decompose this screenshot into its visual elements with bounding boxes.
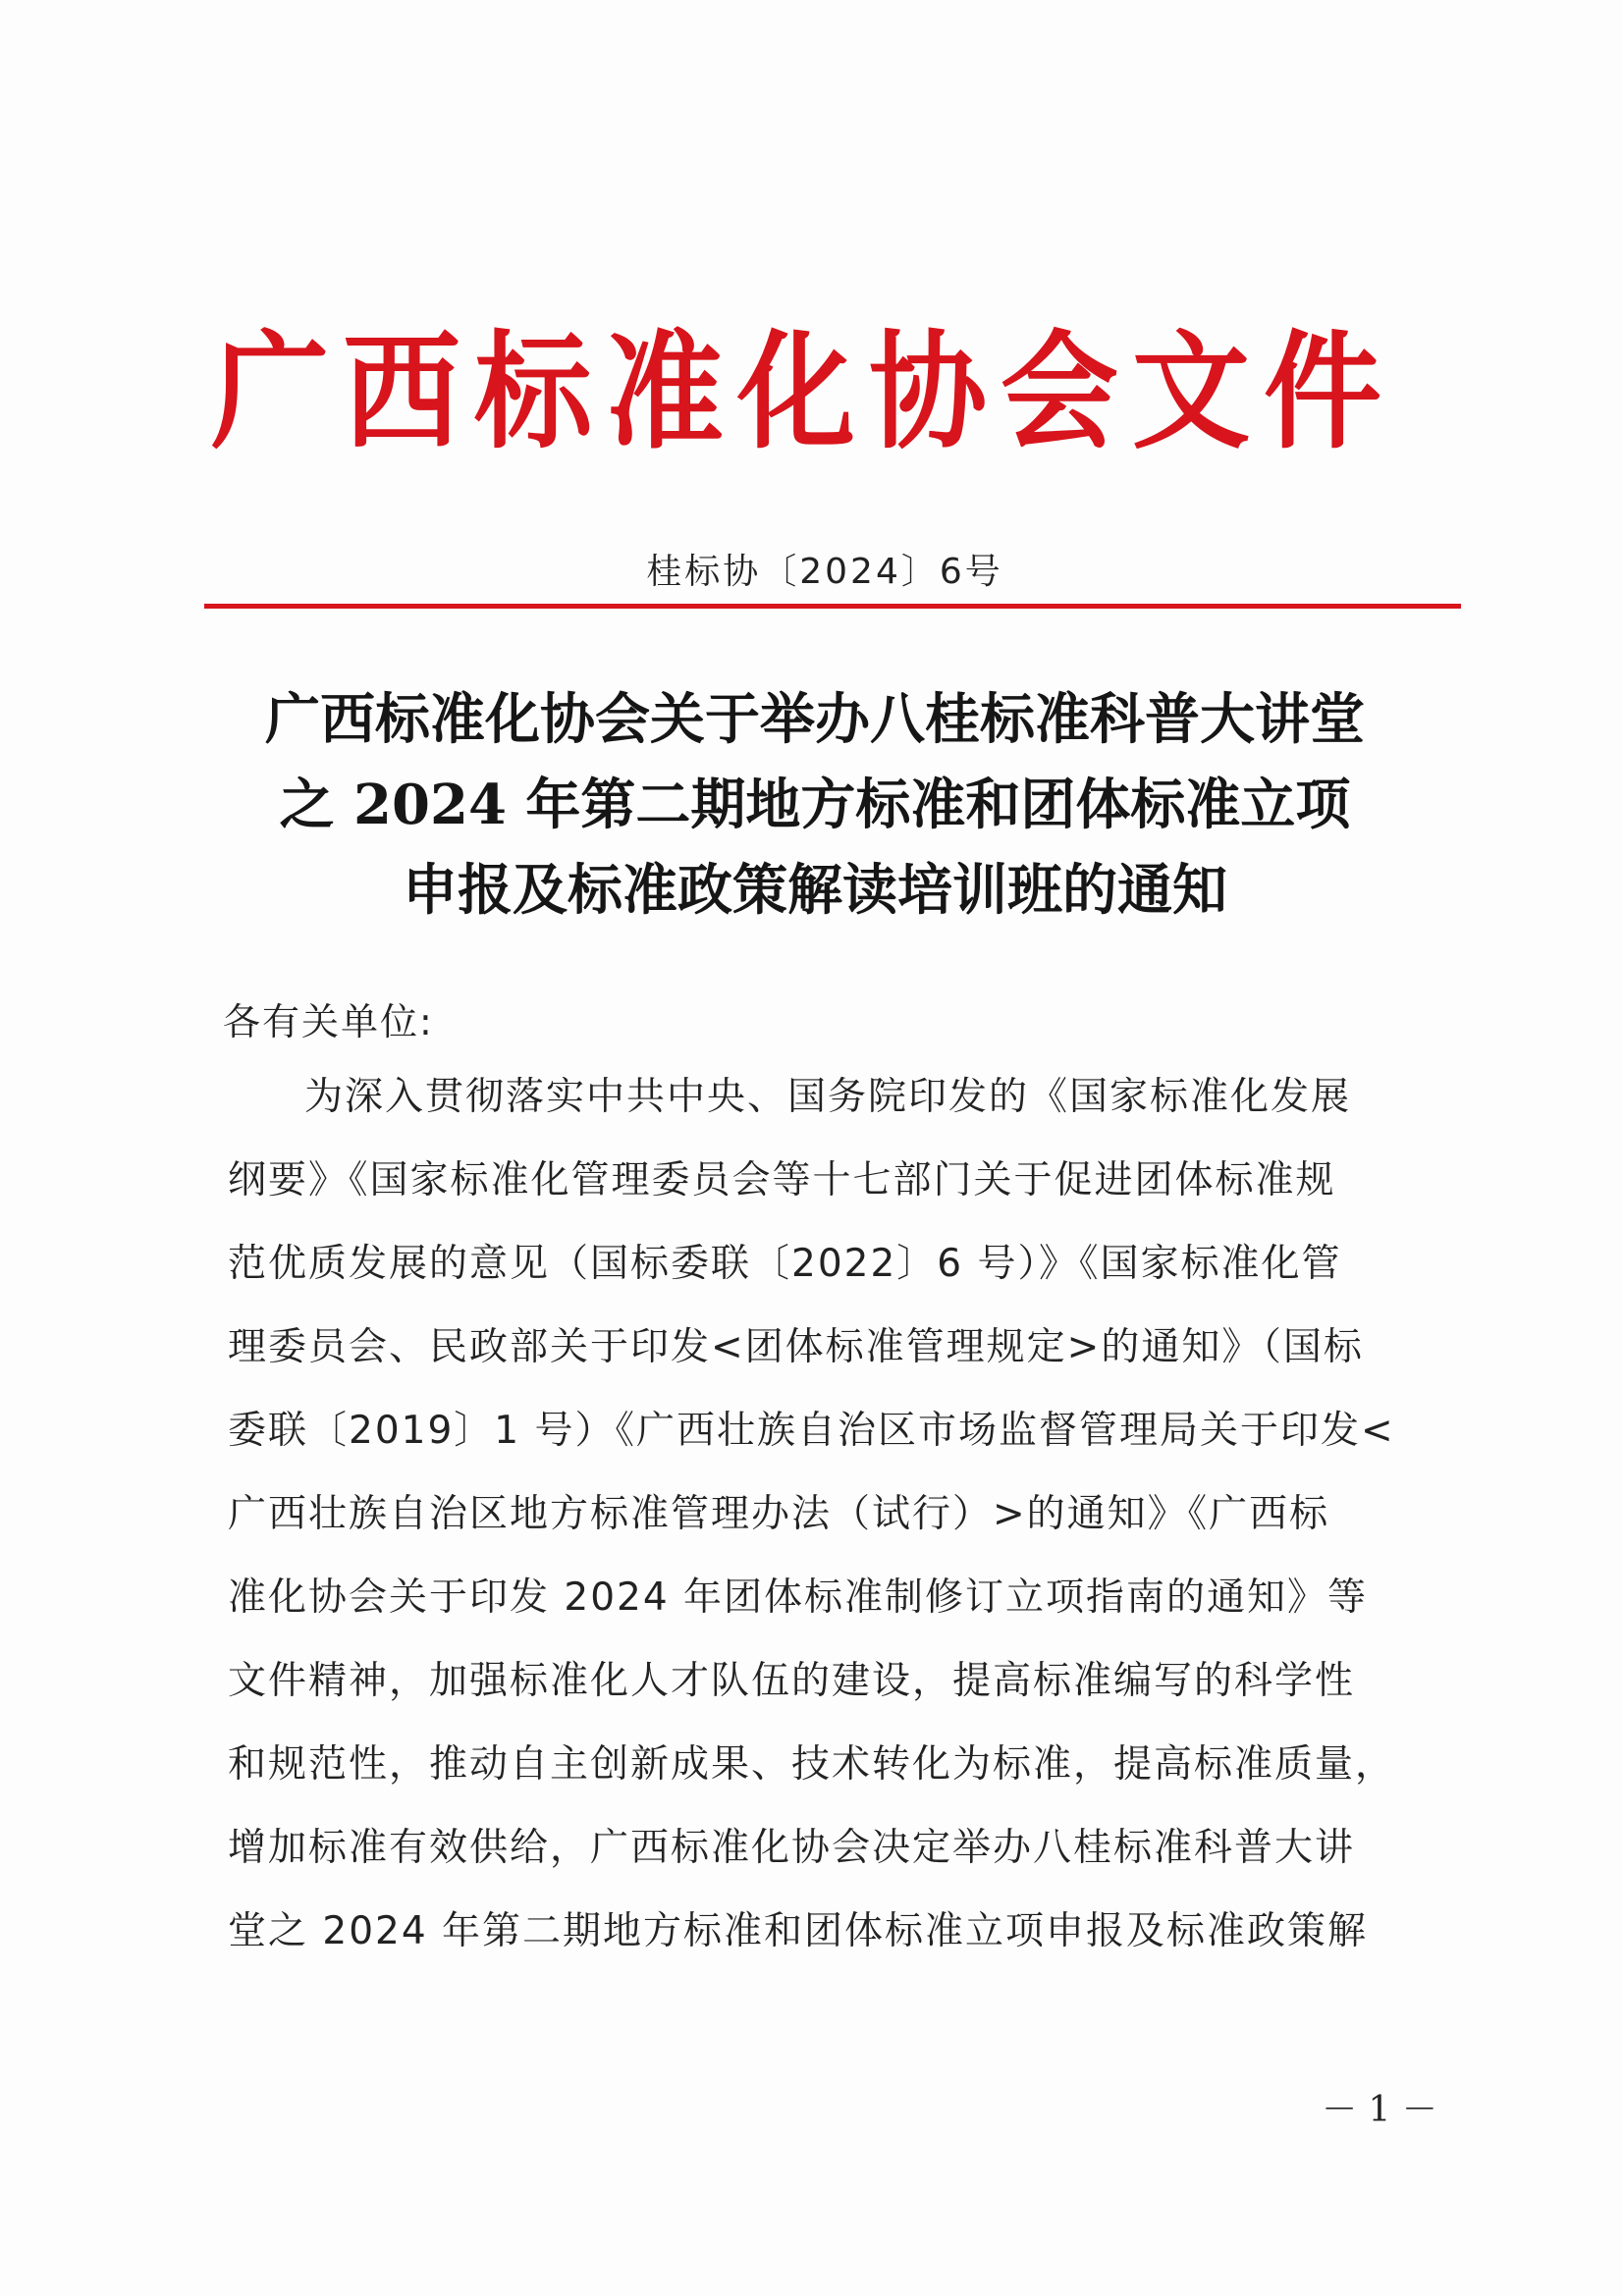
body-line: 文件精神，加强标准化人才队伍的建设，提高标准编写的科学性 <box>228 1659 1356 1703</box>
body-line: 堂之 2024 年第二期地方标准和团体标准立项申报及标准政策解 <box>228 1909 1369 1953</box>
body-line: 增加标准有效供给，广西标准化协会决定举办八桂标准科普大讲 <box>228 1826 1356 1870</box>
org-masthead-title: 广西标准化协会文件 <box>211 317 1395 467</box>
notice-title-line: 广西标准化协会关于举办八桂标准科普大讲堂 <box>265 687 1365 752</box>
notice-body <box>228 1055 1426 1973</box>
red-divider-line <box>204 604 1461 609</box>
body-line: 委联〔2019〕1 号）《广西壮族自治区市场监督管理局关于印发< <box>228 1409 1395 1453</box>
body-line: 纲要》《国家标准化管理委员会等十七部门关于促进团体标准规 <box>228 1158 1336 1202</box>
body-line: 准化协会关于印发 2024 年团体标准制修订立项指南的通知》等 <box>228 1575 1369 1620</box>
document-number: 桂标协〔2024〕6号 <box>646 552 1003 592</box>
notice-title-line: 申报及标准政策解读培训班的通知 <box>403 858 1227 923</box>
body-line: 为深入贯彻落实中共中央、国务院印发的《国家标准化发展 <box>304 1075 1352 1119</box>
notice-title-line: 之 2024 年第二期地方标准和团体标准立项 <box>279 773 1351 837</box>
body-line: 理委员会、民政部关于印发<团体标准管理规定>的通知》（国标 <box>228 1325 1364 1369</box>
body-line: 广西壮族自治区地方标准管理办法（试行）>的通知》《广西标 <box>228 1492 1330 1536</box>
body-line: 范优质发展的意见（国标委联〔2022〕6 号）》《国家标准化管 <box>228 1242 1342 1286</box>
body-line: 和规范性，推动自主创新成果、技术转化为标准，提高标准质量， <box>228 1742 1396 1787</box>
page-number: － 1 － <box>1322 2090 1437 2130</box>
notice-title <box>196 677 1434 934</box>
salutation: 各有关单位: <box>223 1000 434 1043</box>
